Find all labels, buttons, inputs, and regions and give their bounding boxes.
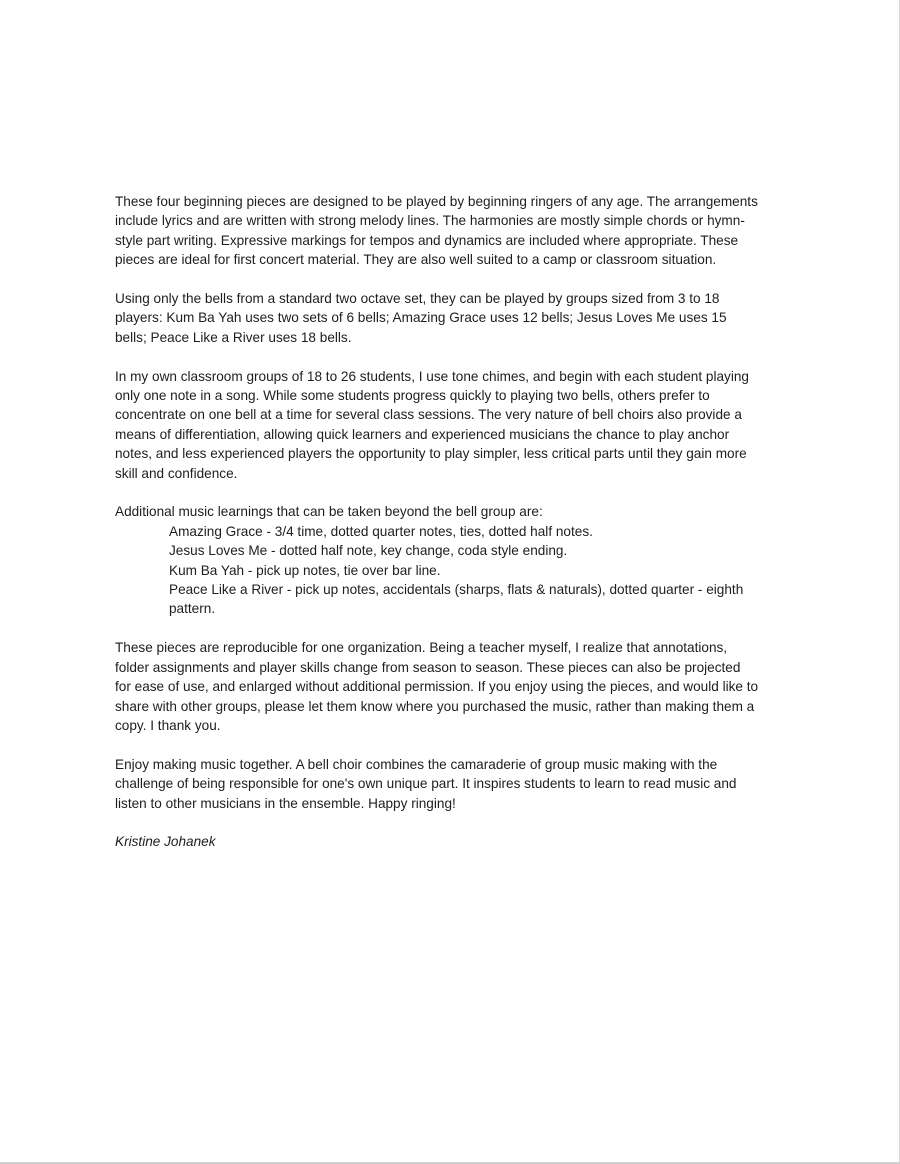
- learnings-list: [115, 522, 760, 619]
- learning-item-kum-ba-yah: Kum Ba Yah - pick up notes, tie over bar line.: [169, 562, 441, 578]
- learning-item-jesus-loves-me: Jesus Loves Me - dotted half note, key change, coda style ending.: [169, 543, 568, 559]
- learning-item-amazing-grace: Amazing Grace - 3/4 time, dotted quarter notes, ties, dotted half notes.: [169, 523, 593, 539]
- intro-paragraph: These four beginning pieces are designed to be played by beginning ringers of any age. The arrangements include lyrics and are written with strong melody lines. The harmonies are mostly simple chords or hymn-style part writing. Expressive markings for tempos and dynamics are included where appropriate. These pieces are ideal for first concert material. They are also well suited to a camp or classroom situation.: [115, 194, 758, 268]
- reproduction-paragraph: These pieces are reproducible for one organization. Being a teacher myself, I realize that annotations, folder assignments and player skills change from season to season. These pieces can also be projected for ease of use, and enlarged without additional permission. If you enjoy using the pieces, and would like to share with other groups, please let them know where you purchased the music, rather than making them a copy. I thank you.: [115, 640, 759, 733]
- document-body: [115, 192, 760, 871]
- enjoy-paragraph: Enjoy making music together. A bell choir combines the camaraderie of group music making with the challenge of being responsible for one's own unique part. It inspires students to learn to read music and listen to other musicians in the ensemble. Happy ringing!: [115, 756, 737, 811]
- classroom-paragraph: In my own classroom groups of 18 to 26 students, I use tone chimes, and begin with each student playing only one note in a song. While some students progress quickly to playing two bells, others prefer to concentrate on one bell at a time for several class sessions. The very nature of bell choirs also provide a means of differentiation, allowing quick learners and experienced musicians the chance to play anchor notes, and less experienced players the opportunity to play simpler, less critical parts until they gain more skill and confidence.: [115, 368, 749, 481]
- learnings-section: [115, 502, 760, 618]
- learnings-intro: Additional music learnings that can be taken beyond the bell group are:: [115, 504, 543, 520]
- learning-item-peace-like-a-river: Peace Like a River - pick up notes, accidentals (sharps, flats & naturals), dotted quarter - eighth pattern.: [169, 582, 744, 617]
- author-signature: Kristine Johanek: [115, 834, 216, 850]
- bell-count-paragraph: Using only the bells from a standard two octave set, they can be played by groups sized from 3 to 18 players: Kum Ba Yah uses two sets of 6 bells; Amazing Grace uses 12 bells; Jesus Loves Me uses 15 bells; Peace Like a River uses 18 bells.: [115, 291, 727, 345]
